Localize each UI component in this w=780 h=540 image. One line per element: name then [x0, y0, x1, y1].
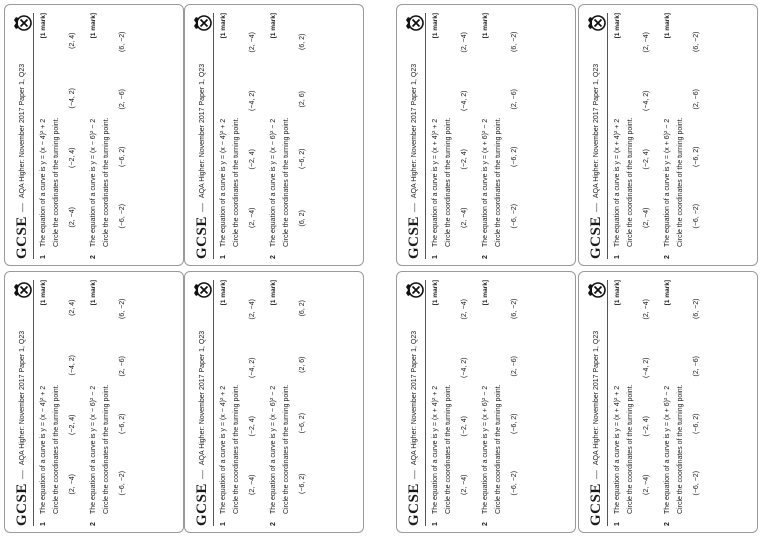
question-row [90, 280, 97, 526]
answer-option[interactable]: (2, −4) [249, 207, 256, 228]
question-q2 [270, 280, 306, 526]
header-dash: — [197, 203, 207, 213]
answer-option[interactable]: (2, −4) [461, 207, 468, 228]
question-q2 [482, 13, 518, 259]
question-card [578, 271, 758, 533]
question-text: The equation of a curve is y = (x − 4)² + 2 [220, 385, 227, 514]
card-content [185, 272, 364, 533]
question-q1 [614, 280, 650, 526]
answer-option[interactable]: (2, 4) [69, 299, 76, 316]
header-dash: — [197, 470, 207, 480]
maths-genie-logo-icon [586, 280, 606, 300]
question-q2 [664, 280, 700, 526]
question-number: 2 [664, 255, 671, 259]
answer-option[interactable]: (−2, 4) [643, 416, 650, 437]
question-instruction: Circle the coordinates of the turning point. [445, 384, 452, 514]
answer-options [249, 280, 256, 514]
header-dash: — [591, 470, 601, 480]
gcse-title: GCSE [587, 483, 604, 526]
answer-option[interactable]: (2, −6) [693, 356, 700, 377]
question-q2 [270, 13, 306, 259]
question-q2 [90, 280, 126, 526]
question-number: 1 [220, 255, 227, 259]
answer-option[interactable]: (2, −6) [511, 89, 518, 110]
mark-allocation: [1 mark] [614, 13, 621, 39]
answer-option[interactable]: (−6, −2) [693, 470, 700, 496]
question-card [396, 271, 576, 533]
answer-option[interactable]: (2, −4) [461, 32, 468, 53]
card-content [397, 272, 576, 533]
answer-option[interactable]: (2, −4) [461, 474, 468, 495]
answer-option[interactable]: (−4, 2) [249, 90, 256, 111]
question-card [396, 4, 576, 266]
answer-option[interactable]: (−6, 2) [693, 413, 700, 434]
question-number: 1 [614, 255, 621, 259]
question-instruction: Circle the coordinates of the turning point. [233, 384, 240, 514]
answer-option[interactable]: (−6, −2) [693, 203, 700, 229]
answer-option[interactable]: (6, −2) [693, 31, 700, 52]
mark-allocation: [1 mark] [270, 13, 277, 39]
answer-options [693, 280, 700, 514]
answer-options [461, 13, 468, 247]
answer-option[interactable]: (−2, 4) [461, 149, 468, 170]
answer-option[interactable]: (6, 2) [299, 33, 306, 50]
answer-option[interactable]: (−4, 2) [69, 88, 76, 109]
question-card [184, 271, 364, 533]
question-row [614, 13, 621, 259]
answer-option[interactable]: (2, −6) [693, 89, 700, 110]
card-header [403, 13, 426, 259]
answer-option[interactable]: (−4, 2) [643, 90, 650, 111]
mark-allocation: [1 mark] [482, 13, 489, 39]
question-instruction: Circle the coordinates of the turning point. [283, 117, 290, 247]
answer-option[interactable]: (−6, 2) [299, 473, 306, 494]
answer-option[interactable]: (2, −4) [643, 207, 650, 228]
mark-allocation: [1 mark] [90, 280, 97, 306]
card-content [579, 5, 758, 266]
answer-option[interactable]: (−6, −2) [119, 470, 126, 496]
maths-genie-logo-icon [12, 13, 32, 33]
question-row [432, 13, 439, 259]
answer-option[interactable]: (−6, 2) [511, 413, 518, 434]
answer-option[interactable]: (−6, 2) [119, 146, 126, 167]
answer-option[interactable]: (6, 2) [299, 300, 306, 317]
question-q1 [432, 280, 468, 526]
question-text: The equation of a curve is y = (x + 6)² − 2 [664, 385, 671, 514]
maths-genie-logo-icon [586, 13, 606, 33]
question-q1 [40, 280, 76, 526]
answer-options [249, 13, 256, 247]
exam-source: AQA Higher: November 2017 Paper 1, Q23 [410, 63, 418, 199]
answer-option[interactable]: (6, −2) [511, 31, 518, 52]
answer-option[interactable]: (−6, −2) [119, 203, 126, 229]
card-content [397, 5, 576, 266]
question-row [220, 280, 227, 526]
answer-options [511, 280, 518, 514]
answer-option[interactable]: (2, −4) [643, 474, 650, 495]
header-dash: — [17, 470, 27, 480]
question-instruction: Circle the coordinates of the turning point. [495, 117, 502, 247]
question-number: 1 [40, 522, 47, 526]
gcse-title: GCSE [405, 216, 422, 259]
question-text: The equation of a curve is y = (x + 6)² − 2 [664, 118, 671, 247]
question-number: 2 [664, 522, 671, 526]
question-number: 2 [482, 255, 489, 259]
question-q2 [90, 13, 126, 259]
question-number: 2 [90, 255, 97, 259]
question-text: The equation of a curve is y = (x + 4)² + 2 [614, 385, 621, 514]
question-row [220, 13, 227, 259]
answer-option[interactable]: (2, 6) [299, 356, 306, 373]
answer-option[interactable]: (6, −2) [119, 298, 126, 319]
mark-allocation: [1 mark] [614, 280, 621, 306]
answer-option[interactable]: (2, −4) [249, 32, 256, 53]
mark-allocation: [1 mark] [664, 280, 671, 306]
answer-option[interactable]: (6, −2) [119, 31, 126, 52]
mark-allocation: [1 mark] [482, 280, 489, 306]
exam-source: AQA Higher: November 2017 Paper 1, Q23 [410, 330, 418, 466]
answer-options [69, 13, 76, 247]
question-instruction: Circle the coordinates of the turning point. [103, 384, 110, 514]
answer-option[interactable]: (6, −2) [511, 298, 518, 319]
question-text: The equation of a curve is y = (x − 6)² − 2 [90, 385, 97, 514]
answer-option[interactable]: (−6, 2) [511, 146, 518, 167]
question-instruction: Circle the coordinates of the turning point. [283, 384, 290, 514]
question-card [184, 4, 364, 266]
question-number: 2 [270, 522, 277, 526]
answer-option[interactable]: (2, 4) [69, 32, 76, 49]
question-instruction: Circle the coordinates of the turning point. [233, 117, 240, 247]
question-row [482, 13, 489, 259]
question-q2 [482, 280, 518, 526]
answer-option[interactable]: (2, −4) [69, 474, 76, 495]
answer-option[interactable]: (−4, 2) [643, 357, 650, 378]
card-content [5, 272, 184, 533]
question-instruction: Circle the coordinates of the turning point. [53, 117, 60, 247]
question-q2 [664, 13, 700, 259]
question-card [4, 271, 184, 533]
maths-genie-logo-icon [192, 280, 212, 300]
question-instruction: Circle the coordinates of the turning point. [495, 384, 502, 514]
card-content [185, 5, 364, 266]
answer-option[interactable]: (2, −4) [643, 299, 650, 320]
answer-option[interactable]: (−2, 4) [643, 149, 650, 170]
answer-option[interactable]: (−6, 2) [299, 148, 306, 169]
answer-options [69, 280, 76, 514]
question-row [40, 280, 47, 526]
mark-allocation: [1 mark] [220, 13, 227, 39]
question-instruction: Circle the coordinates of the turning point. [677, 384, 684, 514]
answer-option[interactable]: (2, 6) [299, 91, 306, 108]
card-header [11, 13, 34, 259]
header-dash: — [591, 203, 601, 213]
question-text: The equation of a curve is y = (x + 6)² − 2 [482, 118, 489, 247]
card-header [191, 280, 214, 526]
answer-option[interactable]: (−2, 4) [249, 149, 256, 170]
header-dash: — [17, 203, 27, 213]
card-header [585, 13, 608, 259]
answer-options [643, 13, 650, 247]
answer-option[interactable]: (−6, −2) [511, 203, 518, 229]
answer-options [643, 280, 650, 514]
answer-option[interactable]: (2, −6) [511, 356, 518, 377]
question-text: The equation of a curve is y = (x + 6)² − 2 [482, 385, 489, 514]
mark-allocation: [1 mark] [90, 13, 97, 39]
question-row [664, 13, 671, 259]
question-card [578, 4, 758, 266]
answer-options [511, 13, 518, 247]
mark-allocation: [1 mark] [40, 13, 47, 39]
question-row [270, 13, 277, 259]
exam-source: AQA Higher: November 2017 Paper 1, Q23 [18, 63, 26, 199]
gcse-title: GCSE [193, 216, 210, 259]
answer-option[interactable]: (−6, 2) [119, 413, 126, 434]
maths-genie-logo-icon [404, 280, 424, 300]
answer-option[interactable]: (2, −4) [69, 207, 76, 228]
answer-option[interactable]: (−6, 2) [299, 412, 306, 434]
question-text: The equation of a curve is y = (x + 4)² + 2 [432, 385, 439, 514]
answer-option[interactable]: (6, −2) [693, 298, 700, 319]
answer-option[interactable]: (−4, 2) [461, 357, 468, 378]
question-row [270, 280, 277, 526]
answer-option[interactable]: (−4, 2) [461, 90, 468, 111]
question-row [482, 280, 489, 526]
answer-options [461, 280, 468, 514]
maths-genie-logo-icon [12, 280, 32, 300]
answer-option[interactable]: (2, −4) [643, 32, 650, 53]
header-dash: — [409, 470, 419, 480]
question-text: The equation of a curve is y = (x − 4)² + 2 [40, 118, 47, 247]
question-instruction: Circle the coordinates of the turning point. [627, 384, 634, 514]
answer-option[interactable]: (2, −6) [119, 89, 126, 110]
exam-source: AQA Higher: November 2017 Paper 1, Q23 [592, 330, 600, 466]
question-instruction: Circle the coordinates of the turning point. [445, 117, 452, 247]
question-instruction: Circle the coordinates of the turning point. [103, 117, 110, 247]
card-content [5, 5, 184, 266]
question-number: 1 [432, 522, 439, 526]
answer-option[interactable]: (−4, 2) [69, 355, 76, 376]
answer-option[interactable]: (−2, 4) [69, 147, 76, 168]
question-row [40, 13, 47, 259]
question-text: The equation of a curve is y = (x + 4)² + 2 [614, 118, 621, 247]
mark-allocation: [1 mark] [432, 280, 439, 306]
exam-source: AQA Higher: November 2017 Paper 1, Q23 [592, 63, 600, 199]
question-row [432, 280, 439, 526]
answer-option[interactable]: (−4, 2) [249, 357, 256, 378]
question-text: The equation of a curve is y = (x − 6)² − 2 [270, 118, 277, 247]
answer-option[interactable]: (−2, 4) [461, 416, 468, 437]
answer-option[interactable]: (−6, 2) [693, 146, 700, 167]
question-number: 2 [270, 255, 277, 259]
header-dash: — [409, 203, 419, 213]
answer-options [119, 280, 126, 514]
exam-source: AQA Higher: November 2017 Paper 1, Q23 [198, 330, 206, 466]
question-number: 2 [90, 522, 97, 526]
answer-option[interactable]: (−2, 4) [69, 414, 76, 435]
question-instruction: Circle the coordinates of the turning point. [627, 117, 634, 247]
maths-genie-logo-icon [192, 13, 212, 33]
answer-option[interactable]: (−6, −2) [511, 470, 518, 496]
question-q1 [432, 13, 468, 259]
card-header [191, 13, 214, 259]
question-text: The equation of a curve is y = (x − 6)² − 2 [90, 118, 97, 247]
question-instruction: Circle the coordinates of the turning point. [53, 384, 60, 514]
question-q1 [220, 280, 256, 526]
answer-options [299, 280, 306, 514]
question-q1 [614, 13, 650, 259]
question-number: 1 [432, 255, 439, 259]
answer-option[interactable]: (2, −4) [249, 299, 256, 320]
gcse-title: GCSE [587, 216, 604, 259]
card-header [403, 280, 426, 526]
question-instruction: Circle the coordinates of the turning point. [677, 117, 684, 247]
card-header [11, 280, 34, 526]
card-content [579, 272, 758, 533]
mark-allocation: [1 mark] [40, 280, 47, 306]
answer-options [299, 13, 306, 247]
answer-option[interactable]: (6, 2) [299, 210, 306, 227]
question-text: The equation of a curve is y = (x − 4)² + 2 [40, 385, 47, 514]
gcse-title: GCSE [405, 483, 422, 526]
question-number: 2 [482, 522, 489, 526]
gcse-title: GCSE [193, 483, 210, 526]
answer-options [119, 13, 126, 247]
question-number: 1 [220, 522, 227, 526]
gcse-title: GCSE [13, 483, 30, 526]
answer-option[interactable]: (2, −6) [119, 356, 126, 377]
mark-allocation: [1 mark] [432, 13, 439, 39]
mark-allocation: [1 mark] [270, 280, 277, 306]
maths-genie-logo-icon [404, 13, 424, 33]
question-q1 [40, 13, 76, 259]
exam-source: AQA Higher: November 2017 Paper 1, Q23 [198, 63, 206, 199]
question-text: The equation of a curve is y = (x + 4)² + 2 [432, 118, 439, 247]
answer-options [693, 13, 700, 247]
mark-allocation: [1 mark] [664, 13, 671, 39]
exam-source: AQA Higher: November 2017 Paper 1, Q23 [18, 330, 26, 466]
question-number: 1 [40, 255, 47, 259]
answer-option[interactable]: (2, −4) [249, 474, 256, 495]
answer-option[interactable]: (2, −4) [461, 299, 468, 320]
gcse-title: GCSE [13, 216, 30, 259]
question-row [90, 13, 97, 259]
card-header [585, 280, 608, 526]
question-row [614, 280, 621, 526]
question-text: The equation of a curve is y = (x − 4)² + 2 [220, 118, 227, 247]
question-row [664, 280, 671, 526]
question-number: 1 [614, 522, 621, 526]
question-card [4, 4, 184, 266]
question-q1 [220, 13, 256, 259]
question-text: The equation of a curve is y = (x − 6)² − 2 [270, 385, 277, 514]
mark-allocation: [1 mark] [220, 280, 227, 306]
answer-option[interactable]: (−2, 4) [249, 416, 256, 437]
